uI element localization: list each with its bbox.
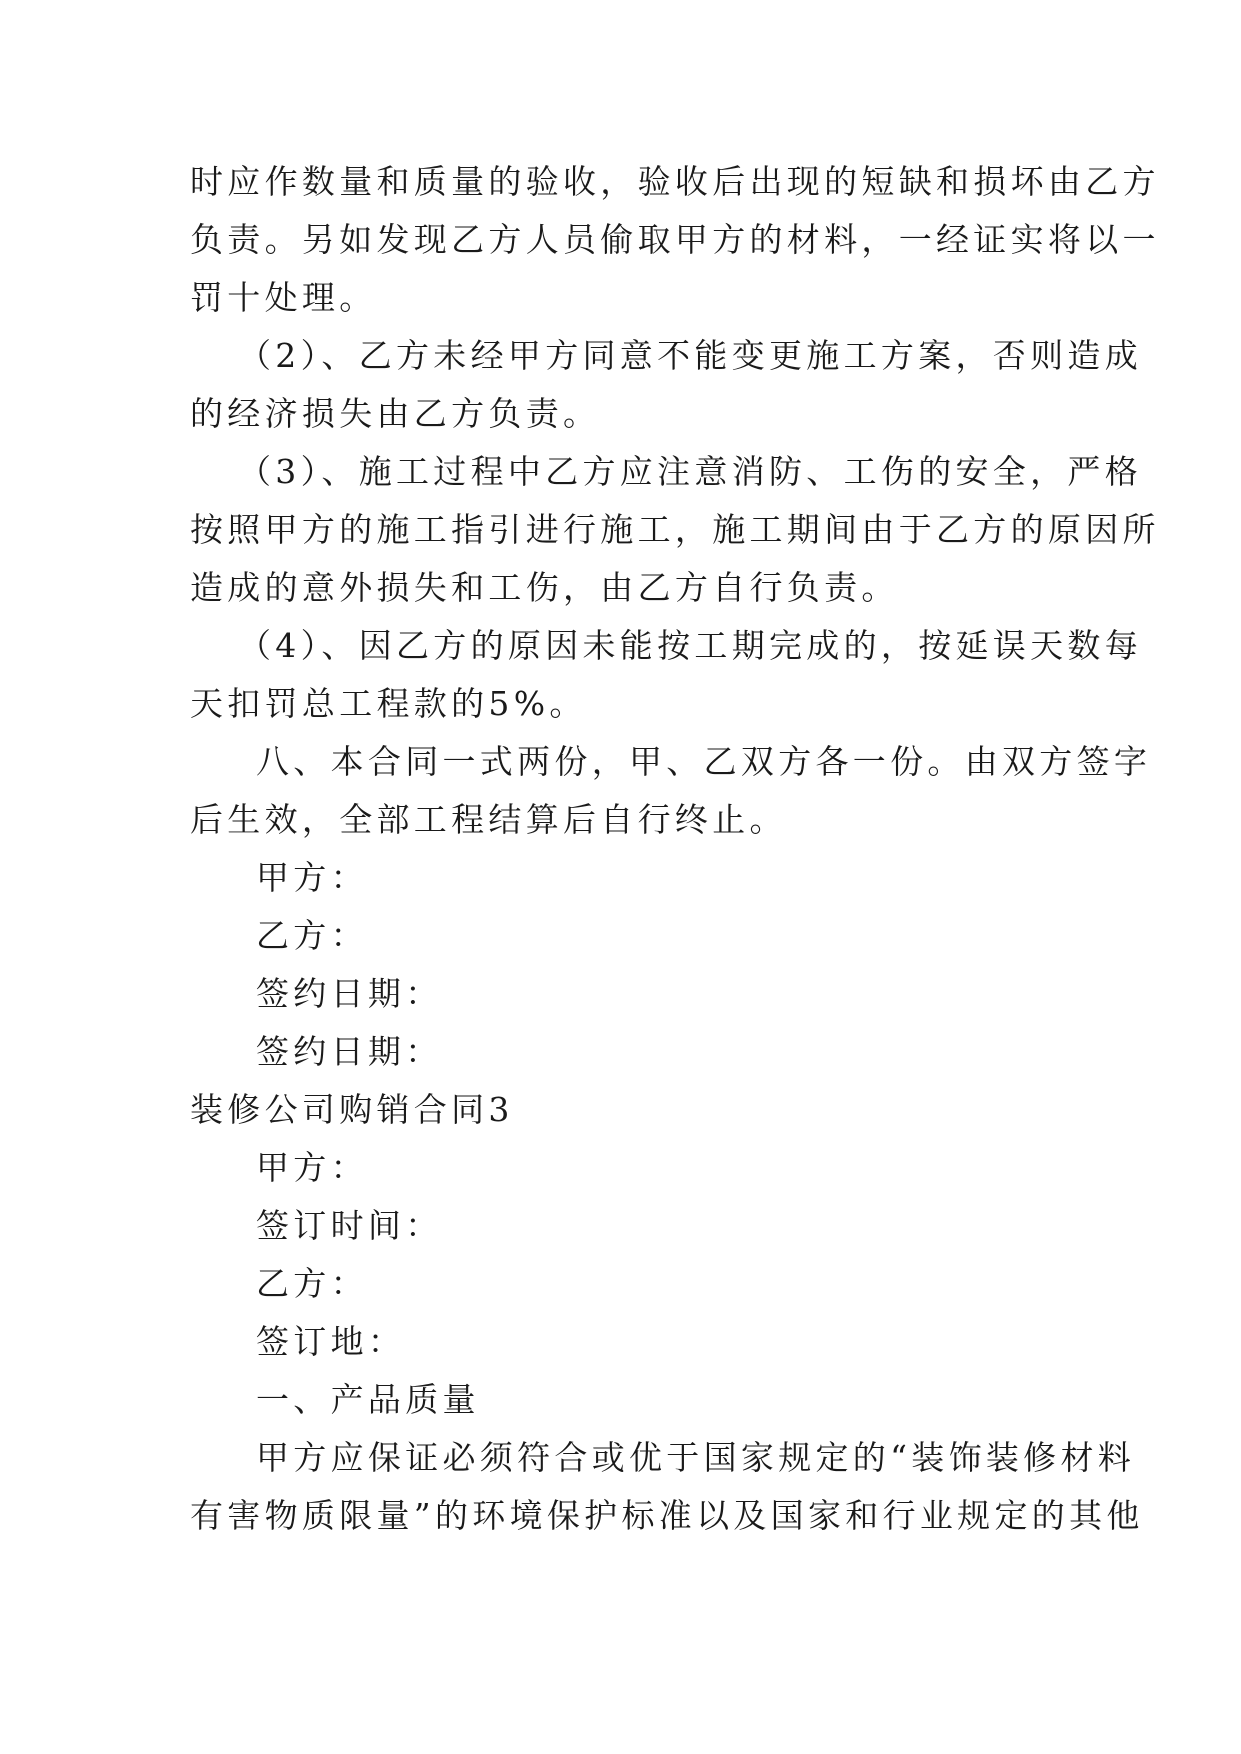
party-b-label: 乙方： — [256, 916, 368, 955]
party-a-label: 甲方： — [256, 1148, 368, 1187]
sign-date-label: 签约日期： — [256, 1032, 443, 1071]
party-b-label: 乙方： — [256, 1264, 368, 1303]
section-8: 八、本合同一式两份，甲、乙双方各一份。由双方签字 — [256, 742, 1152, 781]
clause-4: （4）、因乙方的原因未能按工期完成的，按延误天数每 — [238, 626, 1142, 665]
sign-date-label: 签约日期： — [256, 974, 443, 1013]
section-heading: 一、产品质量 — [256, 1380, 480, 1419]
clause-2: （2）、乙方未经甲方同意不能变更施工方案，否则造成 — [238, 336, 1142, 375]
party-a-label: 甲方： — [256, 858, 368, 897]
sign-place-label: 签订地： — [256, 1322, 406, 1361]
contract-title: 装修公司购销合同3 — [190, 1090, 514, 1129]
text-line: 负责。另如发现乙方人员偷取甲方的材料，一经证实将以一 — [190, 220, 1160, 259]
text-line: 的经济损失由乙方负责。 — [190, 394, 601, 433]
text-line: 时应作数量和质量的验收，验收后出现的短缺和损坏由乙方 — [190, 162, 1160, 201]
text-line: 甲方应保证必须符合或优于国家规定的“装饰装修材料 — [256, 1438, 1136, 1477]
text-line: 按照甲方的施工指引进行施工，施工期间由于乙方的原因所 — [190, 510, 1160, 549]
text-line: 罚十处理。 — [190, 278, 377, 317]
text-line: 后生效，全部工程结算后自行终止。 — [190, 800, 787, 839]
text-line: 造成的意外损失和工伤，由乙方自行负责。 — [190, 568, 899, 607]
clause-3: （3）、施工过程中乙方应注意消防、工伤的安全，严格 — [238, 452, 1142, 491]
text-line: 天扣罚总工程款的5%。 — [190, 684, 587, 723]
text-line: 有害物质限量”的环境保护标准以及国家和行业规定的其他 — [190, 1496, 1144, 1535]
document-body — [190, 153, 1160, 1545]
sign-time-label: 签订时间： — [256, 1206, 443, 1245]
